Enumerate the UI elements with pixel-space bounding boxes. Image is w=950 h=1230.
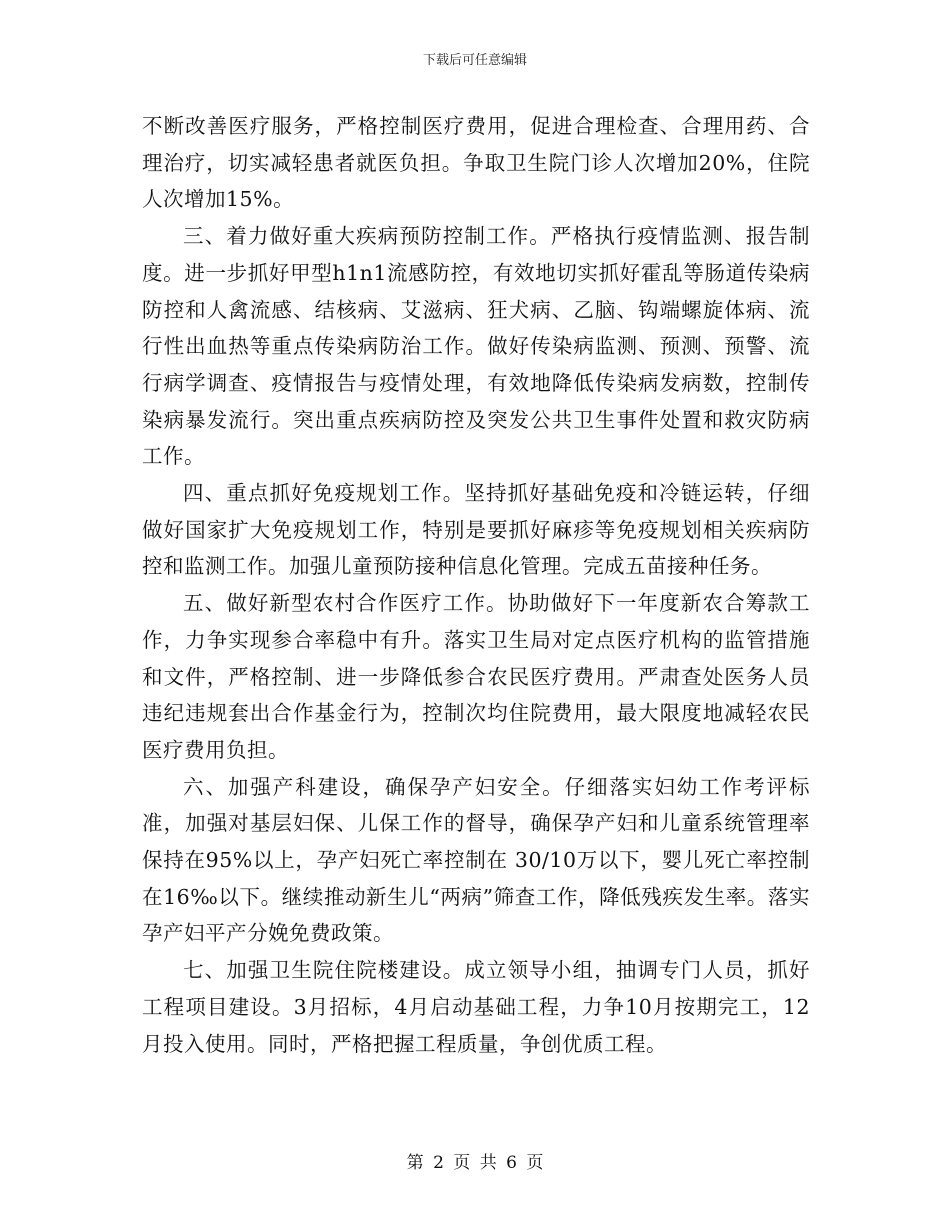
paragraph-obstetrics: 六、加强产科建设，确保孕产妇安全。仔细落实妇幼工作考评标准，加强对基层妇保、儿保工作的督导，确保孕产妇和儿童系统管理率保持在95%以上，孕产妇死亡率控制在 30/10万以下，婴儿死亡率控制在16‰以下。继续推动新生儿“两病”筛查工作，降低残疾发生率。落实孕产妇平产分娩免费政策。 [142,774,810,946]
paragraph-inpatient-building: 七、加强卫生院住院楼建设。成立领导小组，抽调专门人员，抓好工程项目建设。3月招标，4月启动基础工程，力争10月按期完工，12月投入使用。同时，严格把握工程质量，争创优质工程。 [142,958,810,1056]
paragraph-disease-control: 三、着力做好重大疾病预防控制工作。严格执行疫情监测、报告制度。进一步抓好甲型h1n1流感防控，有效地切实抓好霍乱等肠道传染病防控和人禽流感、结核病、艾滋病、狂犬病、乙脑、钩端螺旋体病、流行性出血热等重点传染病防治工作。做好传染病监测、预测、预警、流行病学调查、疫情报告与疫情处理，有效地降低传染病发病数，控制传染病暴发流行。突出重点疾病防控及突发公共卫生事件处置和救灾防病工作。 [142,224,810,469]
paragraph-rural-cooperative-medical: 五、做好新型农村合作医疗工作。协助做好下一年度新农合筹款工作，力争实现参合率稳中有升。落实卫生局对定点医疗机构的监管措施和文件，严格控制、进一步降低参合农民医疗费用。严肃查处医务人员违纪违规套出合作基金行为，控制次均住院费用，最大限度地减轻农民医疗费用负担。 [142,591,810,762]
page-footer: 第 2 页 共 6 页 [406,1153,544,1173]
document-body [142,108,810,1062]
paragraph-immunization: 四、重点抓好免疫规划工作。坚持抓好基础免疫和冷链运转，仔细做好国家扩大免疫规划工作，特别是要抓好麻疹等免疫规划相关疾病防控和监测工作。加强儿童预防接种信息化管理。完成五苗接种任务。 [142,481,810,579]
paragraph-continuation: 不断改善医疗服务，严格控制医疗费用，促进合理检查、合理用药、合理治疗，切实减轻患者就医负担。争取卫生院门诊人次增加20%，住院人次增加15%。 [142,114,810,212]
page-header: 下载后可任意编辑 [422,53,527,68]
